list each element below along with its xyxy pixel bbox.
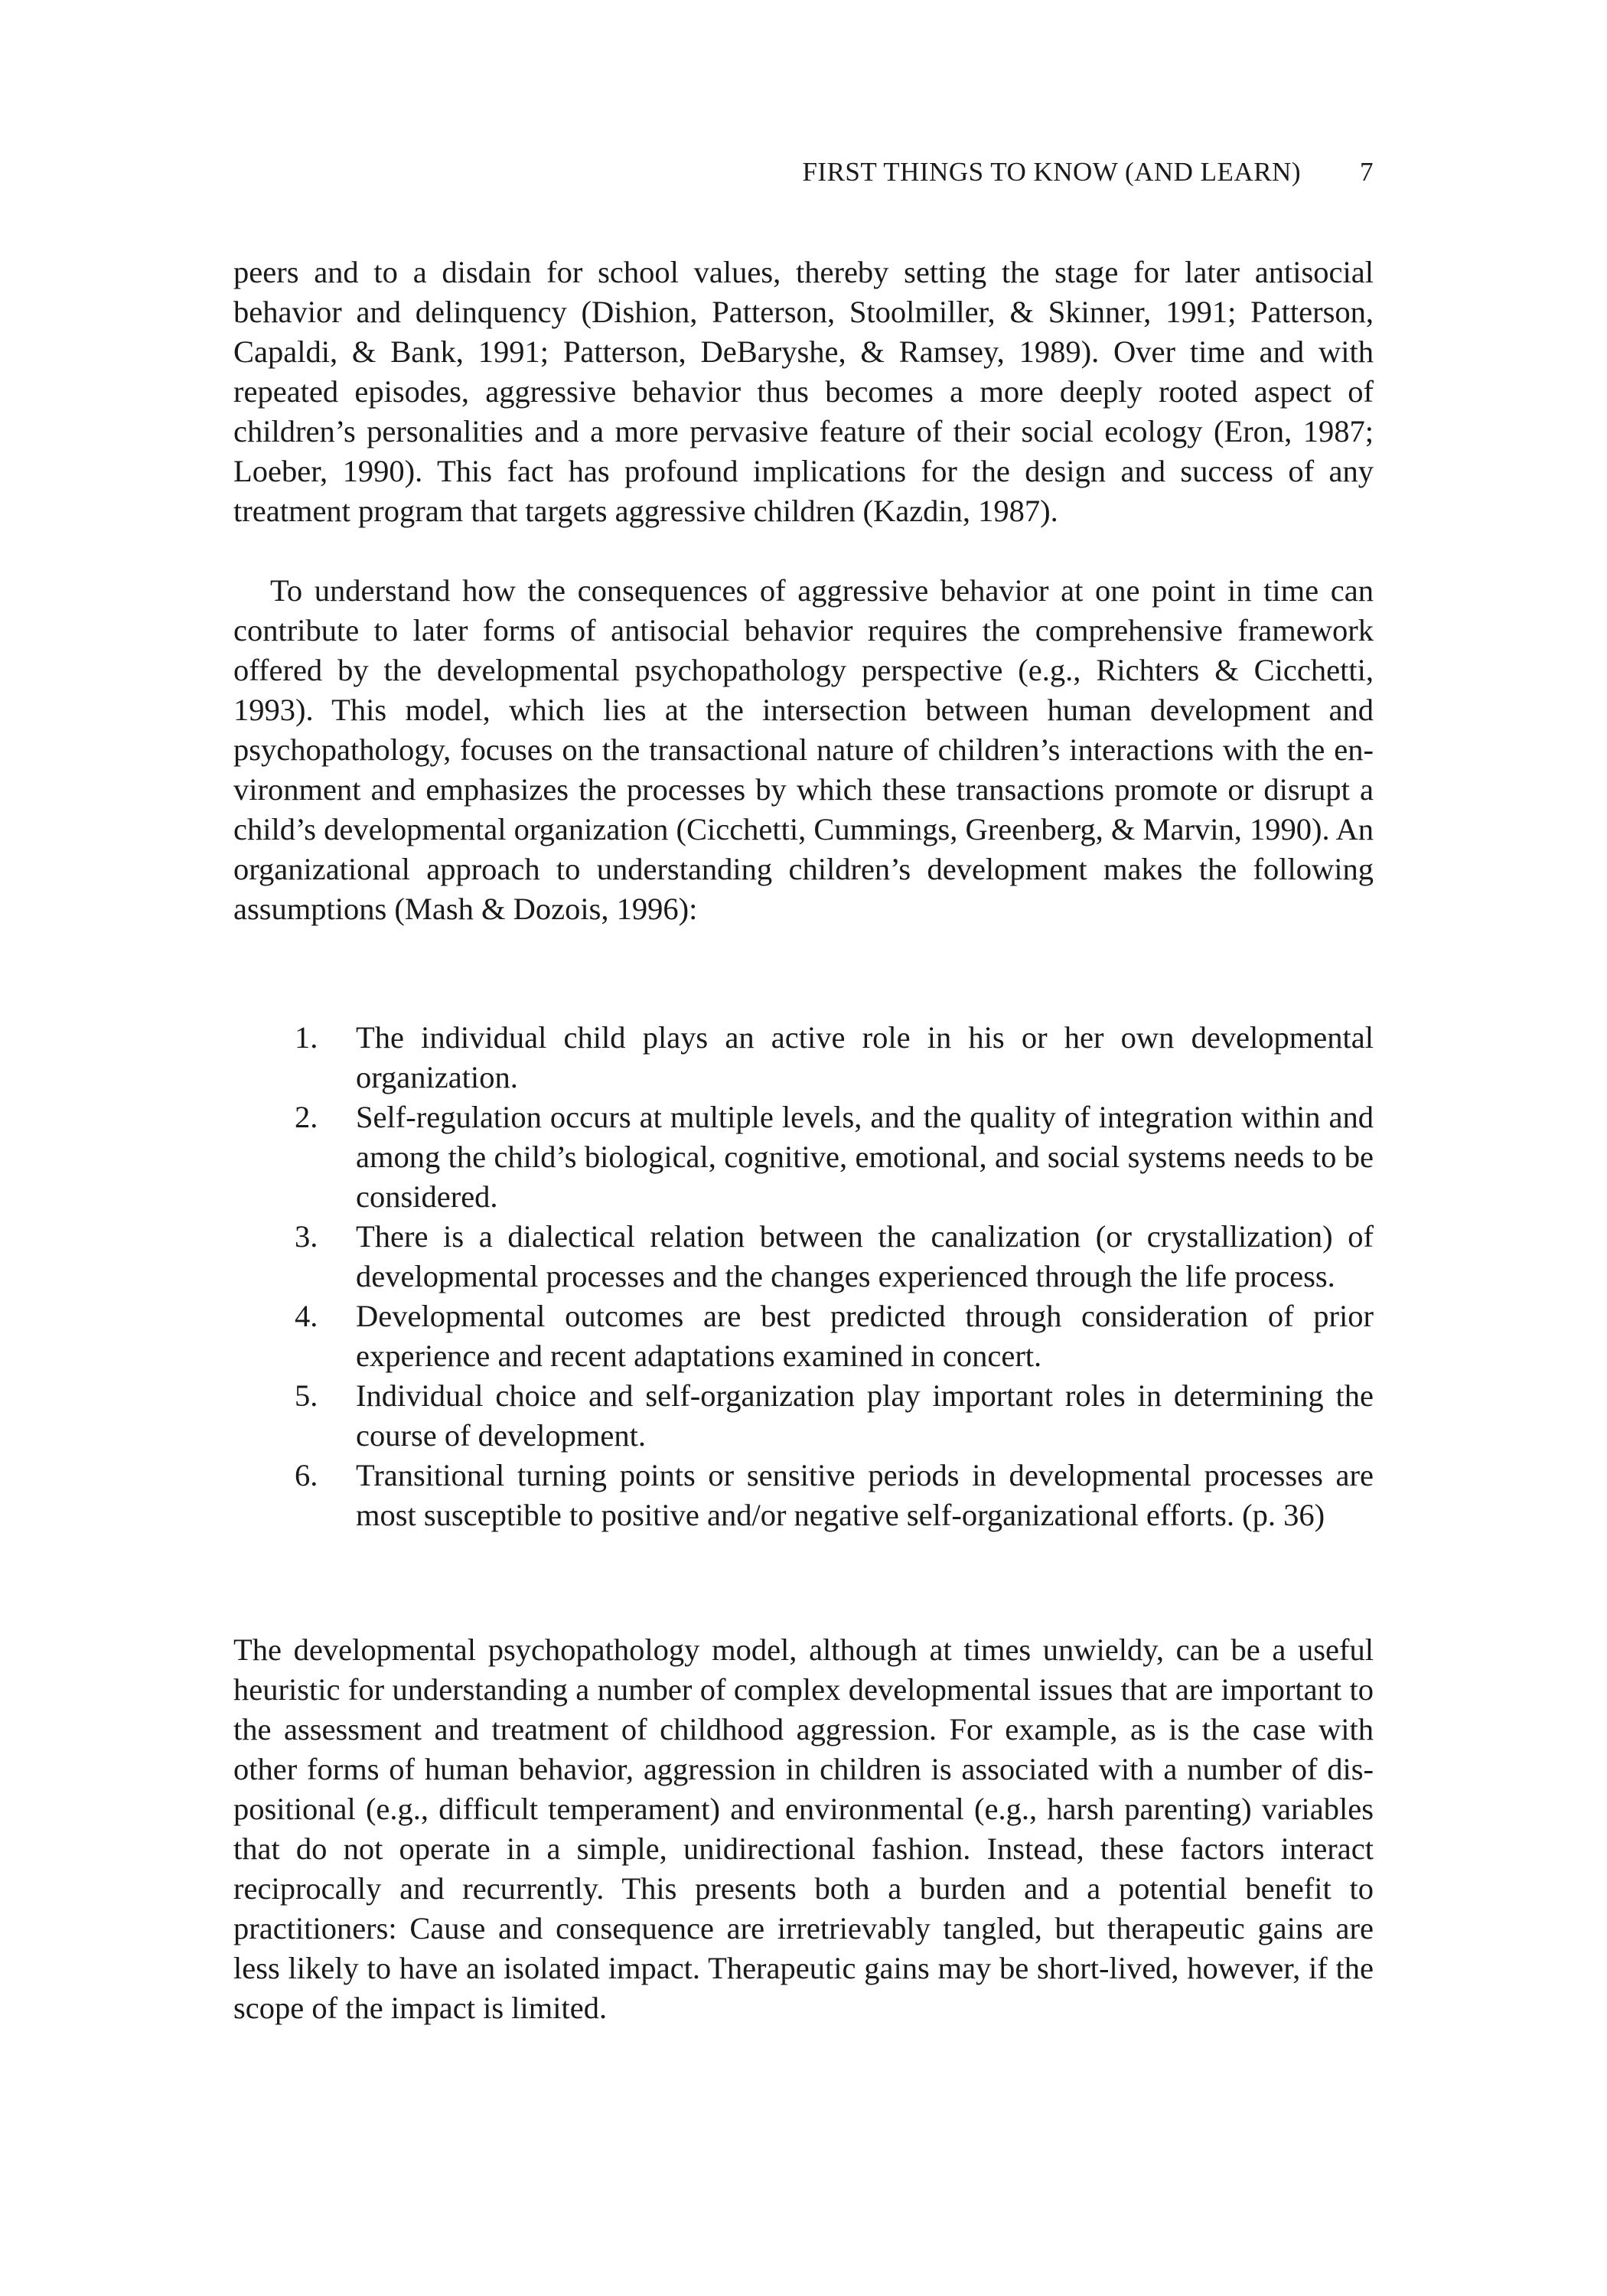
paragraph-3: The developmental psychopathology model, although at times unwieldy, can be a useful heuristic for understanding a number of complex developmental issues that are important to the assessment and treatment of childhood aggression. For example, as is the case with other forms of human behavior, aggression in children is associated with a number of dispositional (e.g., difficult temperament) and environmental (e.g., harsh parenting) variables that do not operate in a simple, unidirectional fashion. Instead, these factors interact reciprocally and recurrently. This presents both a burden and a potential benefit to practitioners: Cause and consequence are irretrievably tangled, but therapeutic gains are less likely to have an isolated impact. Therapeutic gains may be short-lived, however, if the scope of the impact is limited.	[233, 1632, 1374, 2025]
running-head	[735, 157, 1374, 195]
list-item	[233, 1217, 1374, 1296]
list-item-text: The individual child plays an active role in his or her own developmental organization.	[356, 1020, 1374, 1094]
list-item	[233, 1376, 1374, 1456]
assumptions-list	[233, 1018, 1374, 1535]
running-title: FIRST THINGS TO KNOW (AND LEARN)	[802, 157, 1301, 187]
list-item-text: Individual choice and self-organization play important roles in determining the course of development.	[356, 1378, 1374, 1453]
list-item-number: 5.	[295, 1378, 318, 1413]
list-item-text: Transitional turning points or sensitive periods in developmental processes are most susceptible to positive and/or negative self-organizational efforts. (p. 36)	[356, 1458, 1374, 1532]
list-item-text: Self-regulation occurs at multiple levels, and the quality of integration within and among the child’s biological, cognitive, emotional, and social systems needs to be considered.	[356, 1100, 1374, 1214]
paragraph-1: peers and to a disdain for school values, thereby setting the stage for later antisocial behavior and delinquency (Dishion, Patterson, Stoolmiller, & Skinner, 1991; Patterson, Capaldi, & Bank, 1991; Patterson, DeBaryshe, & Ramsey, 1989). Over time and with repeated episodes, aggressive behavior thus becomes a more deeply rooted aspect of children’s personalities and a more pervasive feature of their social ecology (Eron, 1987; Loeber, 1990). This fact has profound implications for the design and success of any treatment program that targets aggressive children (Kazdin, 1987).	[233, 255, 1374, 528]
paragraph-2: To understand how the consequences of aggressive behavior at one point in time can contribute to later forms of antisocial behavior requires the comprehensive framework offered by the developmental psychopathology perspective (e.g., Richters & Cicchetti, 1993). This model, which lies at the intersection between human development and psychopathology, focuses on the transactional nature of children’s interactions with the environment and emphasizes the processes by which these transactions promote or disrupt a child’s developmental organization (Cicchetti, Cummings, Greenberg, & Marvin, 1990). An organizational approach to understanding children’s development makes the following assumptions (Mash & Dozois, 1996):	[233, 573, 1374, 926]
list-item-number: 6.	[295, 1458, 318, 1492]
list-item	[233, 1018, 1374, 1097]
list-item	[233, 1456, 1374, 1535]
list-item-number: 1.	[295, 1020, 318, 1055]
list-item	[233, 1097, 1374, 1217]
list-item-number: 2.	[295, 1100, 318, 1134]
list-item-number: 3.	[295, 1219, 318, 1254]
list-item-text: Developmental outcomes are best predicted through consideration of prior experience and recent adaptations examined in concert.	[356, 1299, 1374, 1373]
list-item-text: There is a dialectical relation between the canalization (or crystallization) of developmental processes and the changes experienced through the life process.	[356, 1219, 1374, 1293]
page-number: 7	[1360, 157, 1374, 187]
list-item	[233, 1296, 1374, 1376]
list-item-number: 4.	[295, 1299, 318, 1333]
